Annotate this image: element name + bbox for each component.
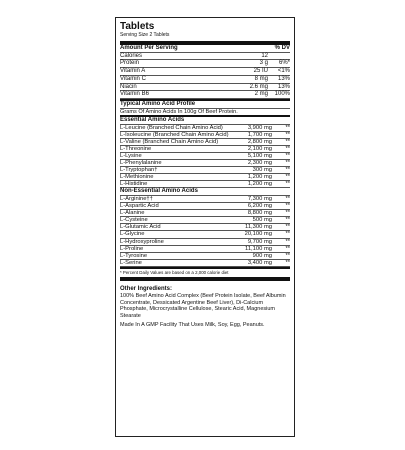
amino-row-dv: ** — [285, 153, 290, 160]
amino-row-name: L-Methionine — [120, 174, 154, 181]
amino-row-dv: ** — [285, 132, 290, 139]
amino-row-name: L-Lysine — [120, 153, 142, 160]
amino-row-amount: 1,700 mg — [247, 132, 272, 139]
amino-row — [120, 231, 290, 238]
amino-row-amount: 20,100 mg — [244, 231, 272, 238]
amino-row-dv: ** — [285, 146, 290, 153]
nutrient-row-name: Niacin — [120, 83, 137, 90]
amino-row-amount: 5,100 mg — [247, 153, 272, 160]
amino-row-name: L-Isoleucine (Branched Chain Amino Acid) — [120, 132, 229, 139]
nutrient-row — [120, 84, 290, 92]
amino-row-name: L-Hydroxyproline — [120, 238, 164, 245]
nutrient-row — [120, 91, 290, 99]
amino-row-amount: 11,100 mg — [245, 245, 272, 252]
nutrient-row-amount: 2.6 mg — [249, 83, 268, 90]
nutrient-row-dv: 13% — [277, 75, 290, 82]
amino-row-dv: ** — [285, 174, 290, 181]
nutrient-row-amount: 2 mg — [254, 91, 268, 98]
amino-row-name: L-Tryptophan† — [120, 167, 158, 174]
amino-row — [120, 125, 290, 132]
amino-row — [120, 160, 290, 167]
amino-row-dv: ** — [285, 210, 290, 217]
amino-row — [120, 246, 290, 253]
amino-row — [120, 132, 290, 139]
amino-row-name: L-Valine (Branched Chain Amino Acid) — [120, 139, 219, 146]
amino-row — [120, 167, 290, 174]
nonessential-title: Non-Essential Amino Acids — [120, 188, 290, 196]
amino-row — [120, 224, 290, 231]
amino-row-dv: ** — [285, 203, 290, 210]
facility-statement: Made In A GMP Facility That Uses Milk, Soy, Egg, Peanuts. — [120, 322, 265, 329]
amino-row-name: L-Threonine — [120, 146, 152, 153]
amino-row-amount: 8,800 mg — [247, 210, 272, 217]
amino-row-name: L-Glycine — [120, 231, 145, 238]
amino-row — [120, 217, 290, 224]
ingredients-title: Other Ingredients: — [120, 285, 173, 292]
amino-row — [120, 260, 290, 267]
amino-row-amount: 3,900 mg — [247, 125, 272, 132]
nutrient-row-amount: 3 g — [259, 60, 268, 67]
nutrient-row-dv: 13% — [277, 83, 290, 90]
essential-title: Essential Amino Acids — [120, 117, 290, 125]
amino-row-amount: 9,700 mg — [247, 238, 272, 245]
supplement-facts-label — [115, 17, 295, 437]
amino-row — [120, 146, 290, 153]
serving-size: Serving Size 2 Tablets — [120, 32, 170, 38]
amino-row — [120, 210, 290, 217]
thick-divider — [120, 277, 290, 281]
nutrient-row — [120, 76, 290, 84]
amino-row-name: L-Cysteine — [120, 217, 148, 224]
amino-row-name: L-Tyrosine — [120, 252, 148, 259]
amino-row-name: L-Aspartic Acid — [120, 203, 159, 210]
footnote: * Percent Daily Values are based on a 2,000 calorie diet — [120, 269, 229, 275]
amino-row-name: L-Histidine — [120, 181, 148, 188]
nutrient-row-dv: <1% — [277, 68, 290, 75]
profile-title: Typical Amino Acid Profile — [120, 101, 290, 109]
amino-row — [120, 139, 290, 146]
ingredients-text: 100% Beef Amino Acid Complex (Beef Protein Isolate, Beef Albumin Concentrate, Dessicated Argentine Beef Liver), Di-Calcium Phosphate, Microcrystalline Cellulose, Stearic Acid, Magnesium Stearate — [120, 292, 286, 319]
amino-row-name: L-Leucine (Branched Chain Amino Acid) — [120, 125, 223, 132]
amino-row-name: L-Alanine — [120, 210, 145, 217]
amino-row-dv: ** — [285, 160, 290, 167]
amino-row — [120, 253, 290, 260]
amino-row-amount: 2,100 mg — [247, 146, 272, 153]
amino-row-amount: 500 mg — [252, 217, 272, 224]
amino-row-dv: ** — [285, 259, 290, 266]
amino-row-dv: ** — [285, 245, 290, 252]
amino-row — [120, 174, 290, 181]
amino-row-dv: ** — [285, 181, 290, 188]
amino-row — [120, 239, 290, 246]
nutrient-row-dv — [268, 53, 290, 60]
nutrient-row-name: Protein — [120, 60, 140, 67]
nutrient-row-amount: 25 IU — [253, 68, 268, 75]
nutrient-row-name: Calories — [120, 52, 143, 59]
nutrient-row-name: Vitamin A — [120, 68, 146, 75]
nutrient-row — [120, 53, 290, 61]
amino-row — [120, 153, 290, 160]
amino-row-dv: ** — [285, 252, 290, 259]
profile-subtitle: Grams Of Amino Acids In 100g Of Beef Protein. — [120, 109, 290, 118]
amino-row-amount: 2,800 mg — [247, 139, 272, 146]
amount-header — [120, 45, 290, 53]
nutrient-row-dv: 100% — [274, 91, 290, 98]
nutrient-row-name: Vitamin B6 — [120, 91, 149, 98]
amino-row-dv: ** — [285, 224, 290, 231]
dv-header-label: % DV — [274, 45, 290, 51]
amino-row-name: L-Phenylalanine — [120, 160, 162, 167]
amino-row-amount: 11,300 mg — [245, 224, 272, 231]
amount-header-label: Amount Per Serving — [120, 45, 178, 51]
nonessential-list — [120, 196, 290, 266]
amino-row-amount: 900 mg — [252, 252, 272, 259]
amino-row-amount: 2,300 mg — [247, 160, 272, 167]
nutrient-row — [120, 68, 290, 76]
amino-row-name: L-Arginine†† — [120, 196, 153, 203]
amino-row-amount: 1,200 mg — [247, 174, 272, 181]
amino-row-dv: ** — [285, 125, 290, 132]
amino-row-name: L-Glutamic Acid — [120, 224, 161, 231]
nutrient-row-amount: 12 — [261, 52, 268, 59]
amino-row-dv: ** — [285, 217, 290, 224]
amino-row-dv: ** — [285, 238, 290, 245]
amino-row — [120, 196, 290, 203]
amino-row-amount: 7,300 mg — [247, 196, 272, 203]
nutrient-row-name: Vitamin C — [120, 75, 146, 82]
amino-row-name: L-Proline — [120, 245, 144, 252]
amino-row-amount: 300 mg — [252, 167, 272, 174]
nutrient-list — [120, 53, 290, 99]
amino-row-dv: ** — [285, 167, 290, 174]
amino-row-name: L-Serine — [120, 259, 142, 266]
amino-row-dv: ** — [285, 231, 290, 238]
nutrient-row-amount: 8 mg — [254, 75, 268, 82]
amino-row — [120, 203, 290, 210]
amino-row-amount: 1,200 mg — [247, 181, 272, 188]
nutrient-row-dv: 6%* — [278, 60, 290, 67]
nutrient-row — [120, 60, 290, 68]
amino-row — [120, 181, 290, 188]
essential-list — [120, 125, 290, 188]
amino-row-dv: ** — [285, 139, 290, 146]
label-title: Tablets — [120, 21, 155, 32]
amino-row-dv: ** — [285, 196, 290, 203]
amino-row-amount: 3,400 mg — [247, 259, 272, 266]
amino-row-amount: 6,200 mg — [247, 203, 272, 210]
